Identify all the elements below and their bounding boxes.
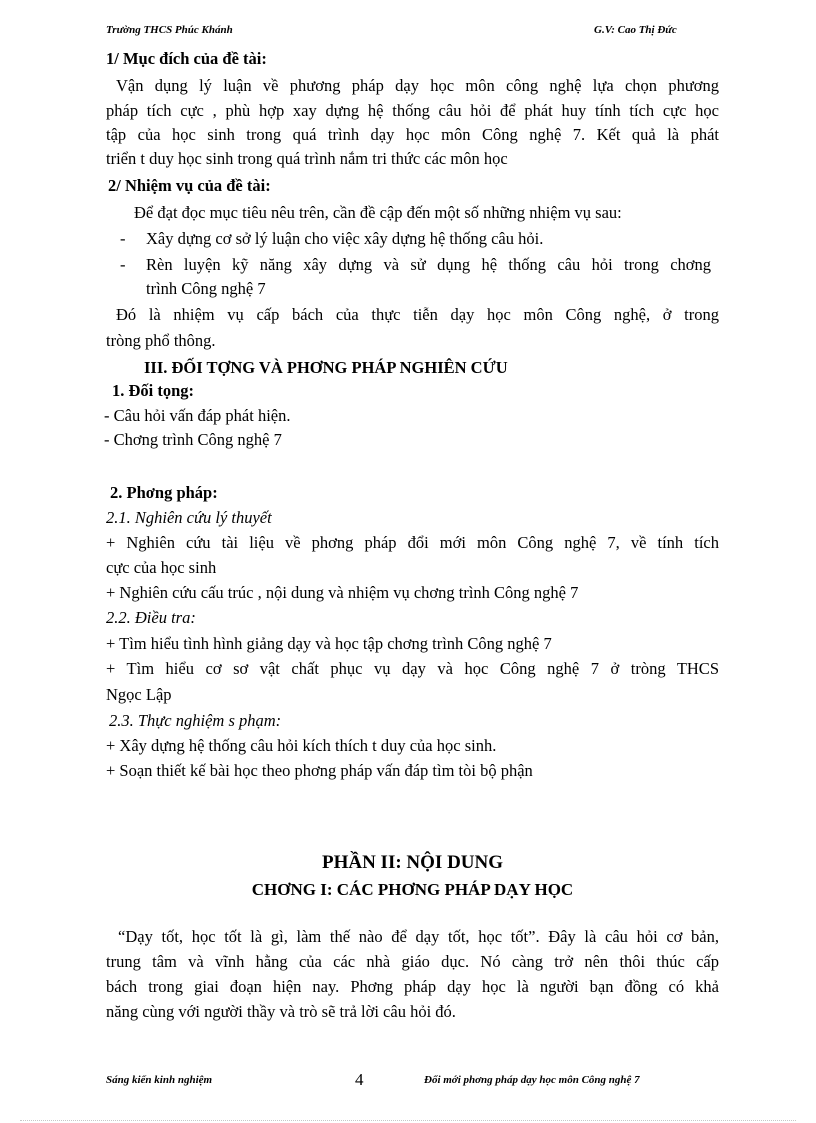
page-number: 4	[355, 1070, 364, 1089]
footer-right: Đổi mới phơng pháp dạy học môn Công nghệ 7	[424, 1074, 640, 1086]
section1-line-3: tập của học sinh trong quá trình dạy học môn Công nghệ 7. Kết quả là phát	[106, 125, 719, 144]
method-1-heading: 2.1. Nghiên cứu lý thuyết	[106, 508, 272, 527]
paragraph-line-4: năng cùng với người thầy và trò sẽ trả lời câu hỏi đó.	[106, 1002, 456, 1021]
header-teacher: G.V: Cao Thị Đức	[594, 24, 677, 36]
method-2-line-1: + Tìm hiểu tình hình giảng dạy và học tập chơng trình Công nghệ 7	[106, 634, 552, 653]
objects-item-2: - Chơng trình Công nghệ 7	[104, 430, 282, 449]
section2-closing: Đó là nhiệm vụ cấp bách của thực tiễn dạy học môn Công nghệ, ở trong	[116, 305, 719, 324]
method-3-line-1: + Xây dựng hệ thống câu hỏi kích thích t duy của học sinh.	[106, 736, 497, 755]
section2-bullet-2-cont: trình Công nghệ 7	[146, 279, 266, 298]
section1-line-4: triển t duy học sinh trong quá trình nắm tri thức các môn học	[106, 149, 508, 168]
method-2-heading: 2.2. Điều tra:	[106, 608, 196, 627]
objects-item-1: - Câu hỏi vấn đáp phát hiện.	[104, 406, 291, 425]
objects-heading: 1. Đối tọng:	[112, 381, 195, 400]
method-3-heading: 2.3. Thực nghiệm s phạm:	[109, 711, 282, 730]
section2-bullet-1: Xây dựng cơ sở lý luận cho việc xây dựng hệ thống câu hỏi.	[146, 229, 544, 248]
paragraph-line-2: trung tâm và vĩnh hằng của các nhà giáo dục. Nó càng trở nên thôi thúc cấp	[106, 952, 719, 971]
section1-line-1: Vận dụng lý luận về phương pháp dạy học môn công nghệ lựa chọn phương	[116, 76, 719, 95]
section2-closing-cont: tròng phổ thông.	[106, 331, 216, 350]
page-bottom-divider	[20, 1120, 796, 1121]
bullet-dash: -	[120, 229, 126, 248]
section2-heading: 2/ Nhiệm vụ của đề tài:	[108, 176, 271, 195]
section1-line-2: pháp tích cực , phù hợp xay dựng hệ thống câu hỏi để phát huy tính tích cực học	[106, 101, 719, 120]
paragraph-line-1: “Dạy tốt, học tốt là gì, làm thế nào để dạy tốt, học tốt”. Đây là câu hỏi cơ bản,	[118, 927, 719, 946]
paragraph-line-3: bách trong giai đoạn hiện nay. Phơng pháp dạy học là người bạn đồng có khả	[106, 977, 719, 996]
section3-heading: III. ĐỐI TỢNG VÀ PHƠNG PHÁP NGHIÊN CỨU	[144, 358, 508, 377]
method-1-line-1: + Nghiên cứu tài liệu về phơng pháp đổi mới môn Công nghệ 7, về tính tích	[106, 533, 719, 552]
method-1-line-2: cực của học sinh	[106, 558, 217, 577]
method-1-line-3: + Nghiên cứu cấu trúc , nội dung và nhiệm vụ chơng trình Công nghệ 7	[106, 583, 579, 602]
method-2-line-2: + Tìm hiểu cơ sơ vật chất phục vụ dạy và học Công nghệ 7 ở tròng THCS	[106, 659, 719, 678]
methods-heading: 2. Phơng pháp:	[110, 483, 218, 502]
section2-bullet-2: Rèn luyện kỹ năng xây dựng và sử dụng hệ thống câu hỏi trong chơng	[146, 255, 711, 274]
footer-left: Sáng kiến kinh nghiệm	[106, 1074, 213, 1086]
chapter-title: CHƠNG I: CÁC PHƠNG PHÁP DẠY HỌC	[251, 880, 574, 899]
part-title: PHẦN II: NỘI DUNG	[321, 852, 504, 873]
method-2-line-3: Ngọc Lập	[106, 685, 172, 704]
section1-heading: 1/ Mục đích của đề tài:	[106, 49, 267, 68]
section2-intro: Để đạt đọc mục tiêu nêu trên, cần đề cập đến một số những nhiệm vụ sau:	[134, 203, 622, 222]
bullet-dash: -	[120, 255, 126, 274]
header-school: Trường THCS Phúc Khánh	[106, 24, 233, 36]
method-3-line-2: + Soạn thiết kế bài học theo phơng pháp vấn đáp tìm tòi bộ phận	[106, 761, 533, 780]
